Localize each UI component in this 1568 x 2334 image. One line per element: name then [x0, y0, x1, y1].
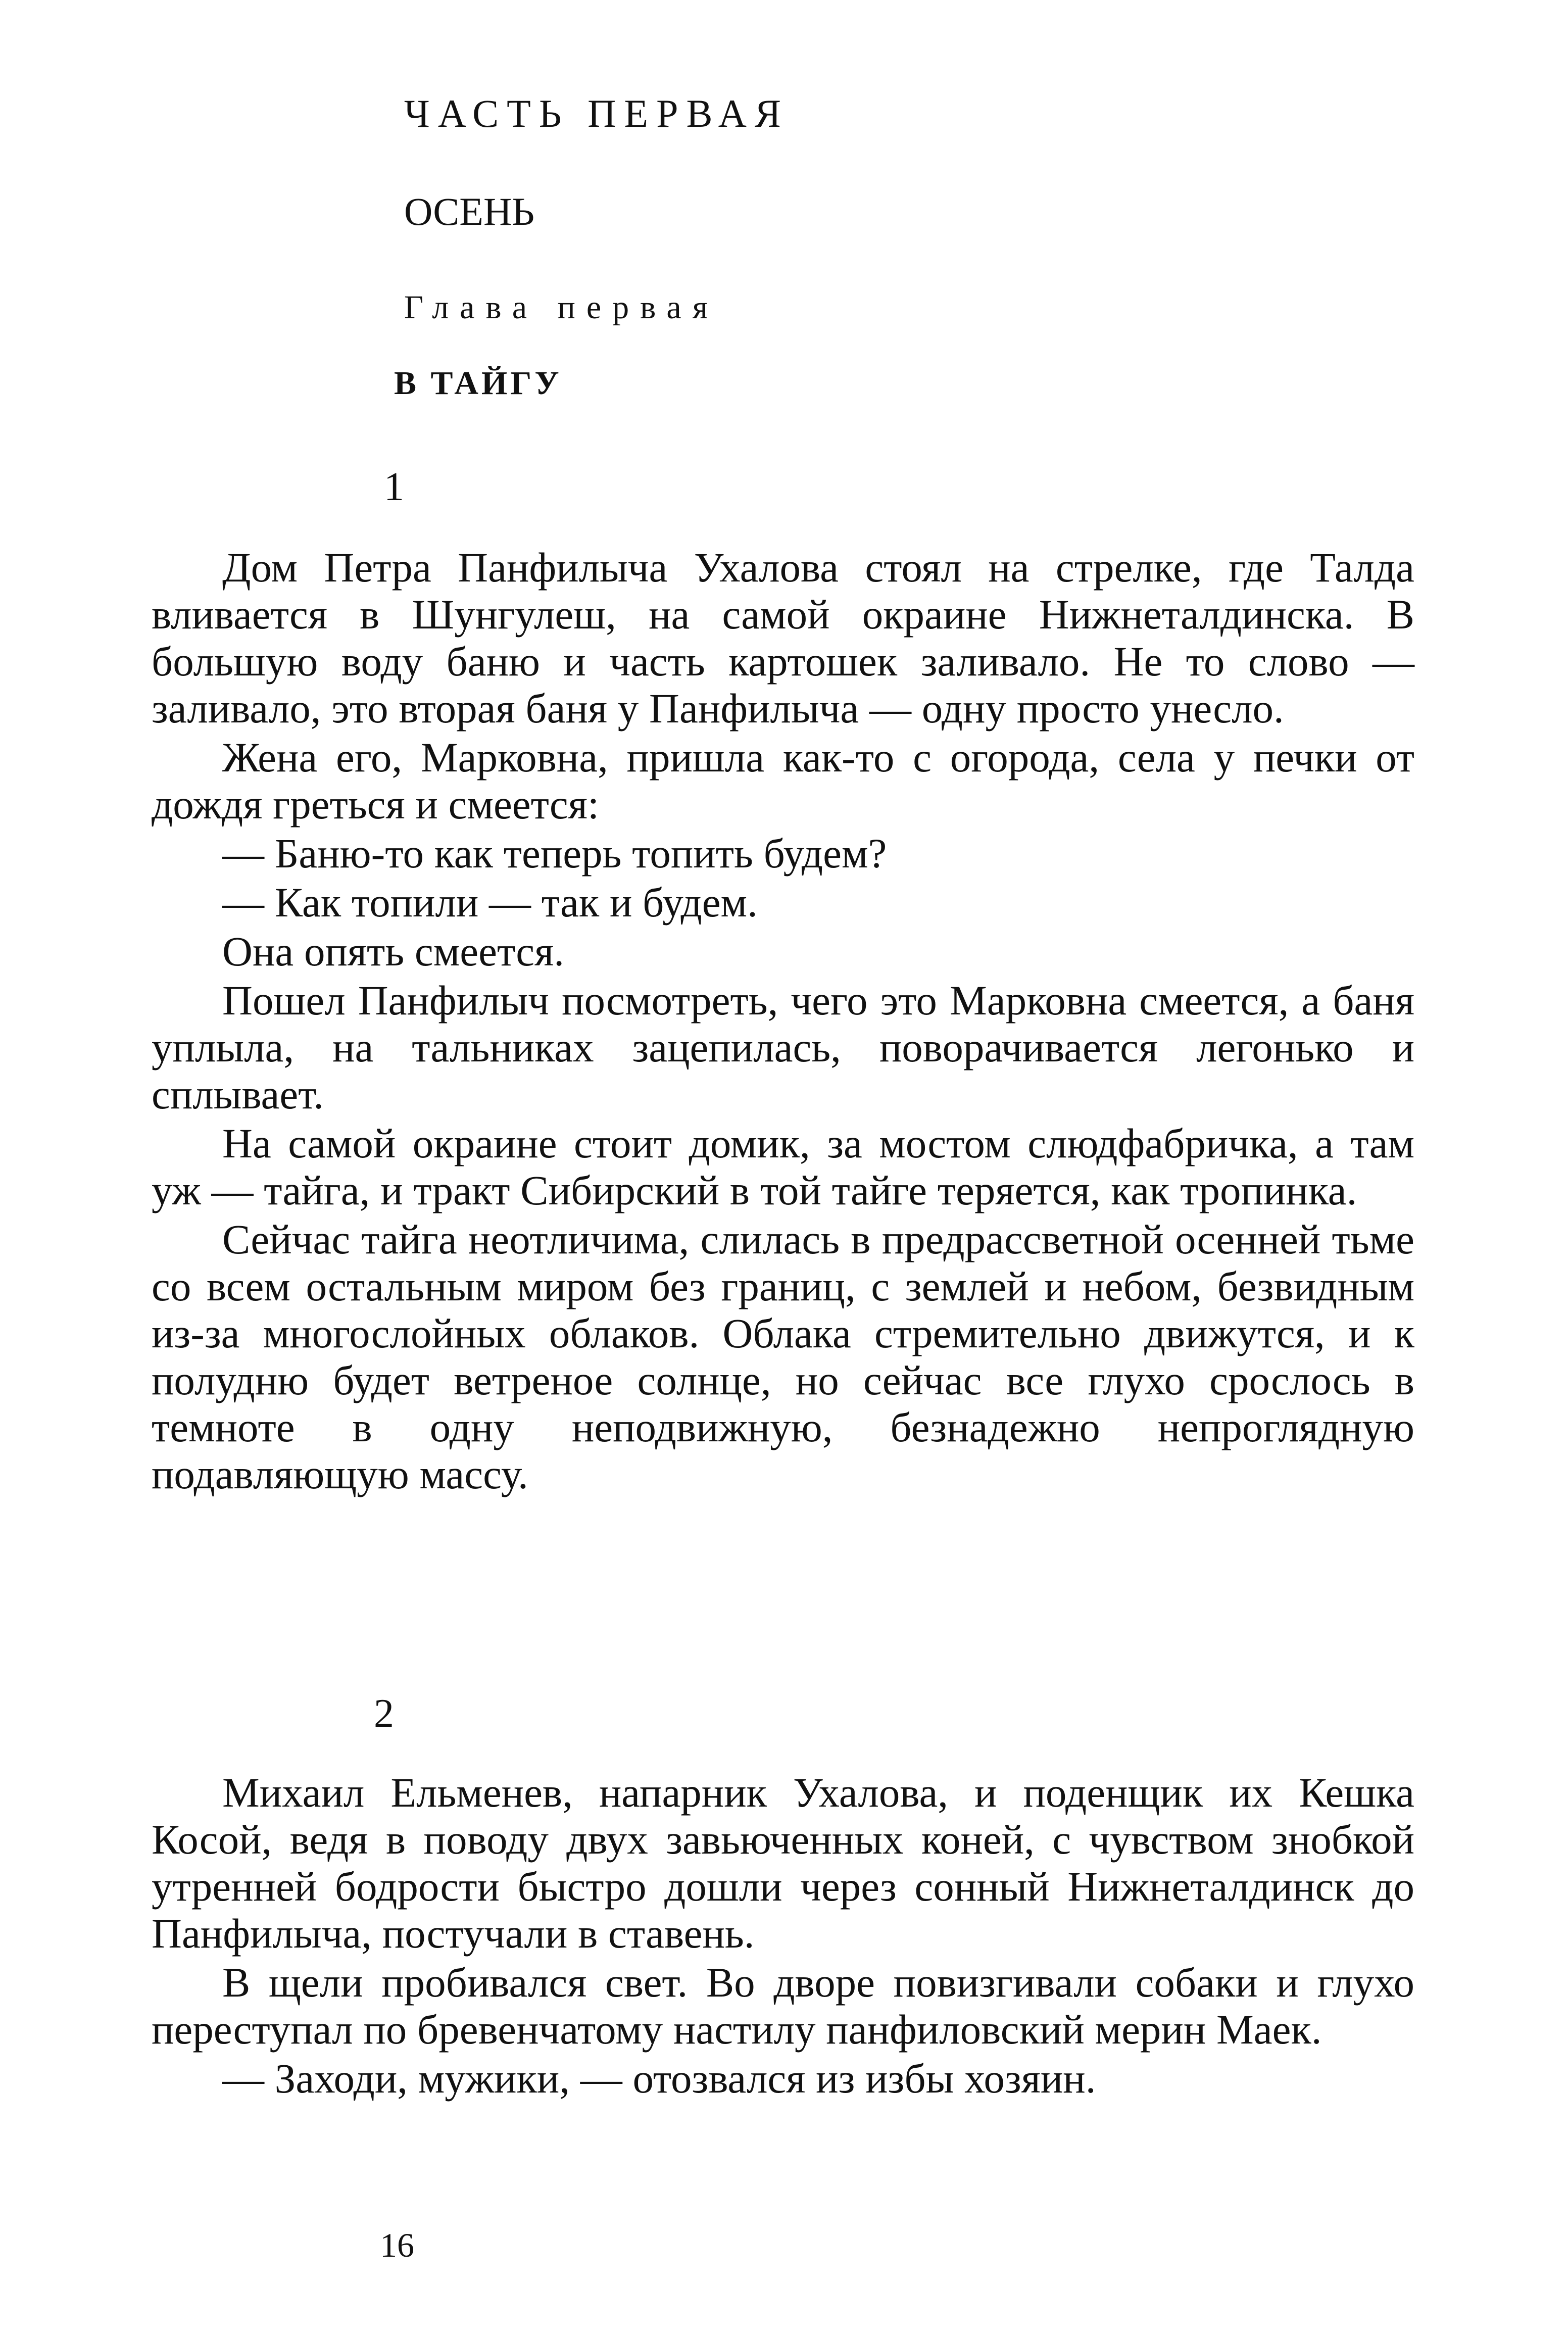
paragraph: Жена его, Марковна, пришла как-то с огорода, села у печки от дождя греться и смеется:	[152, 734, 1414, 828]
chapter-title: В ТАЙГУ	[394, 365, 562, 402]
page-number: 16	[380, 2226, 414, 2264]
section-number: 2	[374, 1691, 394, 1736]
paragraph: Пошел Панфилыч посмотреть, чего это Марковна смеется, а баня уплыла, на тальниках зацепилась, поворачивается легонько и сплывает.	[152, 977, 1414, 1117]
paragraph: На самой окраине стоит домик, за мостом слюдфабричка, а там уж — тайга, и тракт Сибирский в той тайге теряется, как тропинка.	[152, 1120, 1414, 1213]
paragraph: В щели пробивался свет. Во дворе повизгивали собаки и глухо переступал по бревенчатому настилу панфиловский мерин Маек.	[152, 1959, 1414, 2053]
part-title: ЧАСТЬ ПЕРВАЯ	[404, 91, 789, 135]
section-number: 1	[384, 465, 404, 509]
dialogue-line: — Баню-то как теперь топить будем?	[222, 830, 887, 877]
paragraph: Сейчас тайга неотличима, слилась в предрассветной осенней тьме со всем остальным миром без границ, с землей и небом, безвидным из-за многослойных облаков. Облака стремительно движутся, и к полудню будет ветреное солнце, но сейчас все глухо срослось в темноте в одну неподвижную, безнадежно непроглядную подавляющую массу.	[152, 1216, 1414, 1497]
paragraph: Она опять смеется.	[222, 928, 565, 975]
section-2-text	[152, 1769, 1414, 2104]
paragraph: Михаил Ельменев, напарник Ухалова, и поденщик их Кешка Косой, ведя в поводу двух завьюченных коней, с чувством знобкой утренней бодрости быстро дошли через сонный Нижнеталдинск до Панфилыча, постучали в ставень.	[152, 1769, 1414, 1957]
section-1-text	[152, 544, 1414, 1500]
dialogue-line: — Заходи, мужики, — отозвался из избы хозяин.	[222, 2055, 1096, 2102]
dialogue-line: — Как топили — так и будем.	[222, 879, 758, 926]
season-title: ОСЕНЬ	[404, 189, 535, 233]
paragraph: Дом Петра Панфилыча Ухалова стоял на стрелке, где Талда вливается в Шунгулеш, на самой окраине Нижнеталдинска. В большую воду баню и часть картошек заливало. Не то слово — заливало, это вторая баня у Панфилыча — одну просто унесло.	[152, 544, 1414, 732]
chapter-label: Глава первая	[404, 289, 719, 326]
